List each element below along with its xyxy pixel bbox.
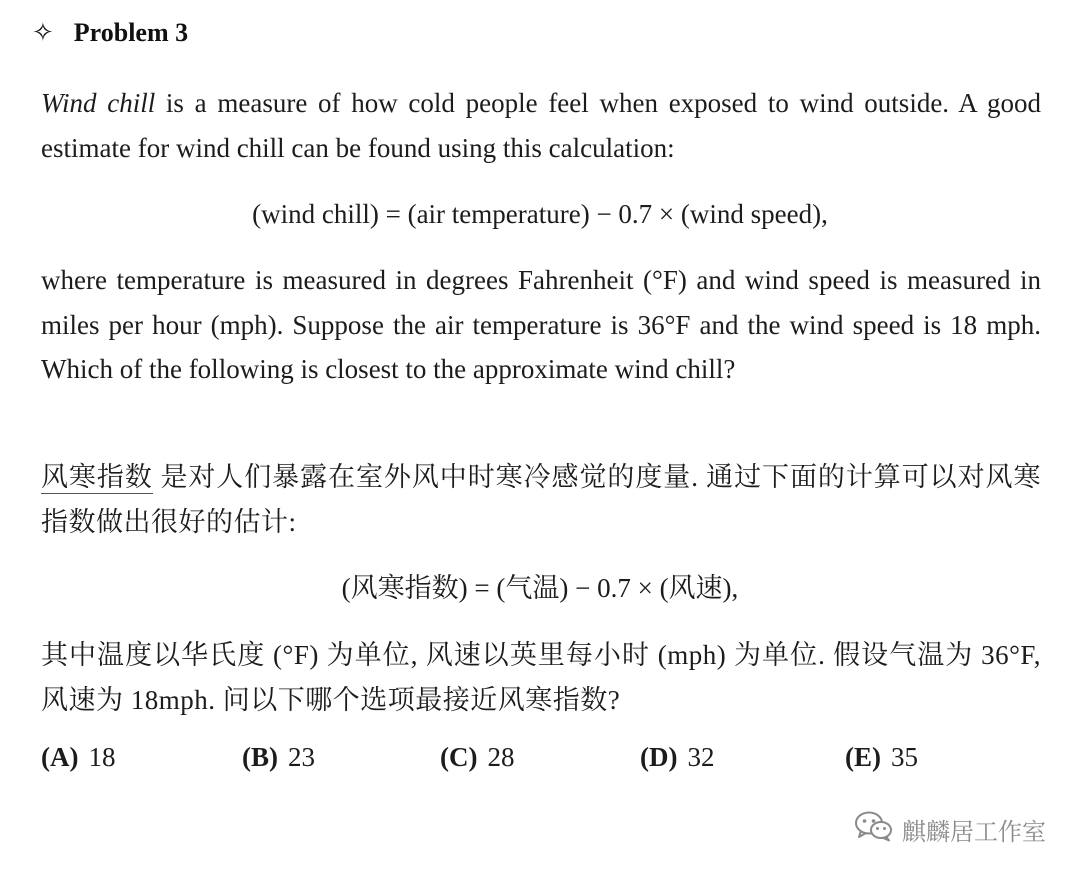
choice-letter: (A)	[41, 742, 79, 772]
choice-letter: (C)	[440, 742, 478, 772]
choice-letter: (E)	[845, 742, 881, 772]
english-body: where temperature is measured in degrees Fahrenheit (°F) and wind speed is measured in miles per hour (mph). Suppose the air temperature is 36°F and the wind speed is 18 mph. Which of the following is closest to the approximate wind chill?	[41, 265, 1041, 384]
answer-choices	[41, 735, 1041, 779]
choice-d	[640, 735, 714, 779]
wechat-icon	[854, 810, 894, 848]
english-intro	[41, 81, 1041, 170]
chinese-intro-text: 是对人们暴露在室外风中时寒冷感觉的度量. 通过下面的计算可以对风寒指数做出很好的估计:	[41, 462, 1041, 537]
watermark-text: 麒麟居工作室	[902, 817, 1046, 846]
english-intro-text: is a measure of how cold people feel when exposed to wind outside. A good estimate for wind chill can be found using this calculation:	[41, 88, 1041, 163]
problem-title: Problem 3	[73, 18, 189, 47]
chinese-body: 其中温度以华氏度 (°F) 为单位, 风速以英里每小时 (mph) 为单位. 假设气温为 36°F, 风速为 18mph. 问以下哪个选项最接近风寒指数?	[41, 640, 1041, 715]
choice-value: 28	[487, 742, 515, 772]
choice-value: 32	[687, 742, 715, 772]
problem-heading	[32, 18, 188, 48]
english-formula: (wind chill) = (air temperature) − 0.7 × (wind speed),	[252, 199, 828, 229]
watermark	[854, 810, 1046, 848]
choice-c	[440, 735, 514, 779]
choice-letter: (D)	[640, 742, 678, 772]
choice-value: 23	[288, 742, 315, 772]
choice-value: 18	[88, 742, 116, 772]
english-term: Wind chill	[41, 88, 156, 118]
diamond-icon: ✧	[32, 18, 54, 47]
chinese-intro	[41, 455, 1041, 544]
choice-letter: (B)	[242, 742, 278, 772]
choice-a	[41, 735, 115, 779]
choice-b	[242, 735, 315, 779]
chinese-term: 风寒指数	[41, 462, 153, 492]
choice-e	[845, 735, 918, 779]
choice-value: 35	[891, 742, 918, 772]
chinese-formula: (风寒指数) = (气温) − 0.7 × (风速),	[341, 573, 739, 603]
